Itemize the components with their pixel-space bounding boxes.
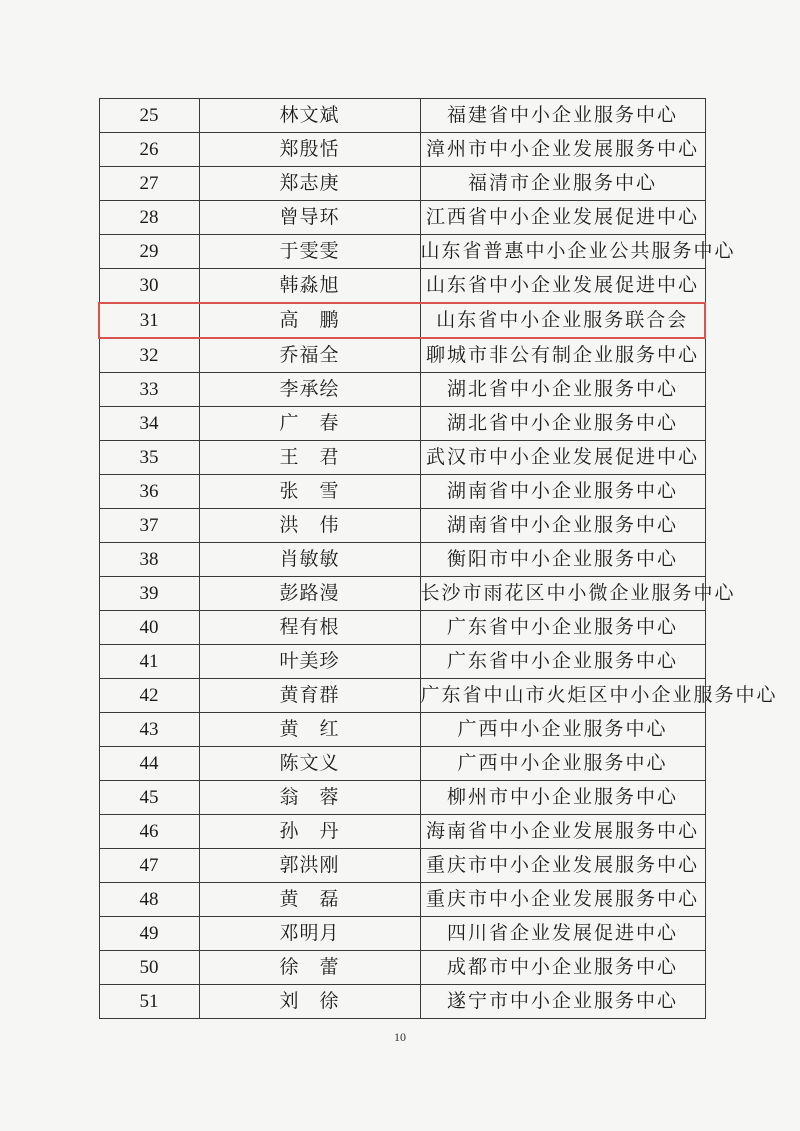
person-name-cell: 韩淼旭 [199,269,420,304]
table-row [99,577,705,611]
organization-cell: 山东省中小企业发展促进中心 [420,269,705,304]
row-number-cell: 40 [99,611,199,645]
organization-cell: 长沙市雨花区中小微企业服务中心 [420,577,705,611]
person-name-cell: 程有根 [199,611,420,645]
row-number-cell: 37 [99,509,199,543]
organization-cell: 广东省中小企业服务中心 [420,611,705,645]
person-name-cell: 曾导环 [199,201,420,235]
person-name-cell: 郑殷恬 [199,133,420,167]
organization-cell: 福清市企业服务中心 [420,167,705,201]
organization-cell: 遂宁市中小企业服务中心 [420,985,705,1019]
table-row [99,338,705,373]
organization-cell: 广东省中小企业服务中心 [420,645,705,679]
organization-cell: 聊城市非公有制企业服务中心 [420,338,705,373]
row-number-cell: 50 [99,951,199,985]
person-name-cell: 洪 伟 [199,509,420,543]
organization-cell: 广西中小企业服务中心 [420,747,705,781]
table-row [99,747,705,781]
table-row [99,917,705,951]
table-row [99,611,705,645]
table-row [99,645,705,679]
row-number-cell: 36 [99,475,199,509]
row-number-cell: 28 [99,201,199,235]
organization-cell: 山东省普惠中小企业公共服务中心 [420,235,705,269]
table-row [99,373,705,407]
row-number-cell: 26 [99,133,199,167]
organization-cell: 重庆市中小企业发展服务中心 [420,849,705,883]
table-row [99,99,705,133]
row-number-cell: 49 [99,917,199,951]
person-name-cell: 刘 徐 [199,985,420,1019]
table-row [99,713,705,747]
organization-cell: 漳州市中小企业发展服务中心 [420,133,705,167]
row-number-cell: 34 [99,407,199,441]
row-number-cell: 38 [99,543,199,577]
person-name-cell: 张 雪 [199,475,420,509]
table-row [99,781,705,815]
table-row [99,985,705,1019]
person-name-cell: 高 鹏 [199,303,420,338]
person-name-cell: 邓明月 [199,917,420,951]
row-number-cell: 48 [99,883,199,917]
person-name-cell: 徐 蕾 [199,951,420,985]
person-name-cell: 孙 丹 [199,815,420,849]
organization-cell: 江西省中小企业发展促进中心 [420,201,705,235]
organization-cell: 湖南省中小企业服务中心 [420,509,705,543]
row-number-cell: 43 [99,713,199,747]
row-number-cell: 42 [99,679,199,713]
row-number-cell: 27 [99,167,199,201]
person-name-cell: 李承绘 [199,373,420,407]
row-number-cell: 51 [99,985,199,1019]
row-number-cell: 31 [99,303,199,338]
person-name-cell: 乔福全 [199,338,420,373]
table-row [99,883,705,917]
organization-cell: 海南省中小企业发展服务中心 [420,815,705,849]
table-row [99,815,705,849]
organization-cell: 福建省中小企业服务中心 [420,99,705,133]
person-name-cell: 郑志庚 [199,167,420,201]
organization-cell: 衡阳市中小企业服务中心 [420,543,705,577]
person-name-cell: 陈文义 [199,747,420,781]
table-row [99,133,705,167]
page-number: 10 [394,1030,406,1044]
organization-cell: 湖北省中小企业服务中心 [420,407,705,441]
person-name-cell: 林文斌 [199,99,420,133]
row-number-cell: 47 [99,849,199,883]
organization-cell: 湖北省中小企业服务中心 [420,373,705,407]
person-name-cell: 广 春 [199,407,420,441]
organization-cell: 武汉市中小企业发展促进中心 [420,441,705,475]
table-row [99,509,705,543]
row-number-cell: 44 [99,747,199,781]
person-name-cell: 王 君 [199,441,420,475]
organization-cell: 成都市中小企业服务中心 [420,951,705,985]
person-name-cell: 叶美珍 [199,645,420,679]
row-number-cell: 39 [99,577,199,611]
row-number-cell: 35 [99,441,199,475]
organization-cell: 广东省中山市火炬区中小企业服务中心 [420,679,705,713]
row-number-cell: 29 [99,235,199,269]
person-name-cell: 翁 蓉 [199,781,420,815]
table-row [99,475,705,509]
row-number-cell: 41 [99,645,199,679]
row-number-cell: 30 [99,269,199,304]
person-name-cell: 黄 红 [199,713,420,747]
row-number-cell: 33 [99,373,199,407]
table-row [99,167,705,201]
person-name-cell: 于雯雯 [199,235,420,269]
organization-cell: 四川省企业发展促进中心 [420,917,705,951]
table-row [99,543,705,577]
person-name-cell: 黄育群 [199,679,420,713]
row-number-cell: 25 [99,99,199,133]
table-row [99,407,705,441]
table-row [99,441,705,475]
organization-cell: 重庆市中小企业发展服务中心 [420,883,705,917]
table-row [99,679,705,713]
table-row [99,849,705,883]
organization-cell: 广西中小企业服务中心 [420,713,705,747]
person-name-cell: 黄 磊 [199,883,420,917]
row-number-cell: 32 [99,338,199,373]
person-name-cell: 郭洪刚 [199,849,420,883]
table-row [99,951,705,985]
personnel-table-body [99,99,778,1019]
row-number-cell: 45 [99,781,199,815]
table-row [99,269,705,304]
table-row-highlighted [99,303,705,338]
table-row [99,235,705,269]
table-row [99,201,705,235]
organization-cell: 湖南省中小企业服务中心 [420,475,705,509]
person-name-cell: 彭路漫 [199,577,420,611]
row-number-cell: 46 [99,815,199,849]
organization-cell: 山东省中小企业服务联合会 [420,303,705,338]
person-name-cell: 肖敏敏 [199,543,420,577]
organization-cell: 柳州市中小企业服务中心 [420,781,705,815]
personnel-table [98,98,778,1019]
